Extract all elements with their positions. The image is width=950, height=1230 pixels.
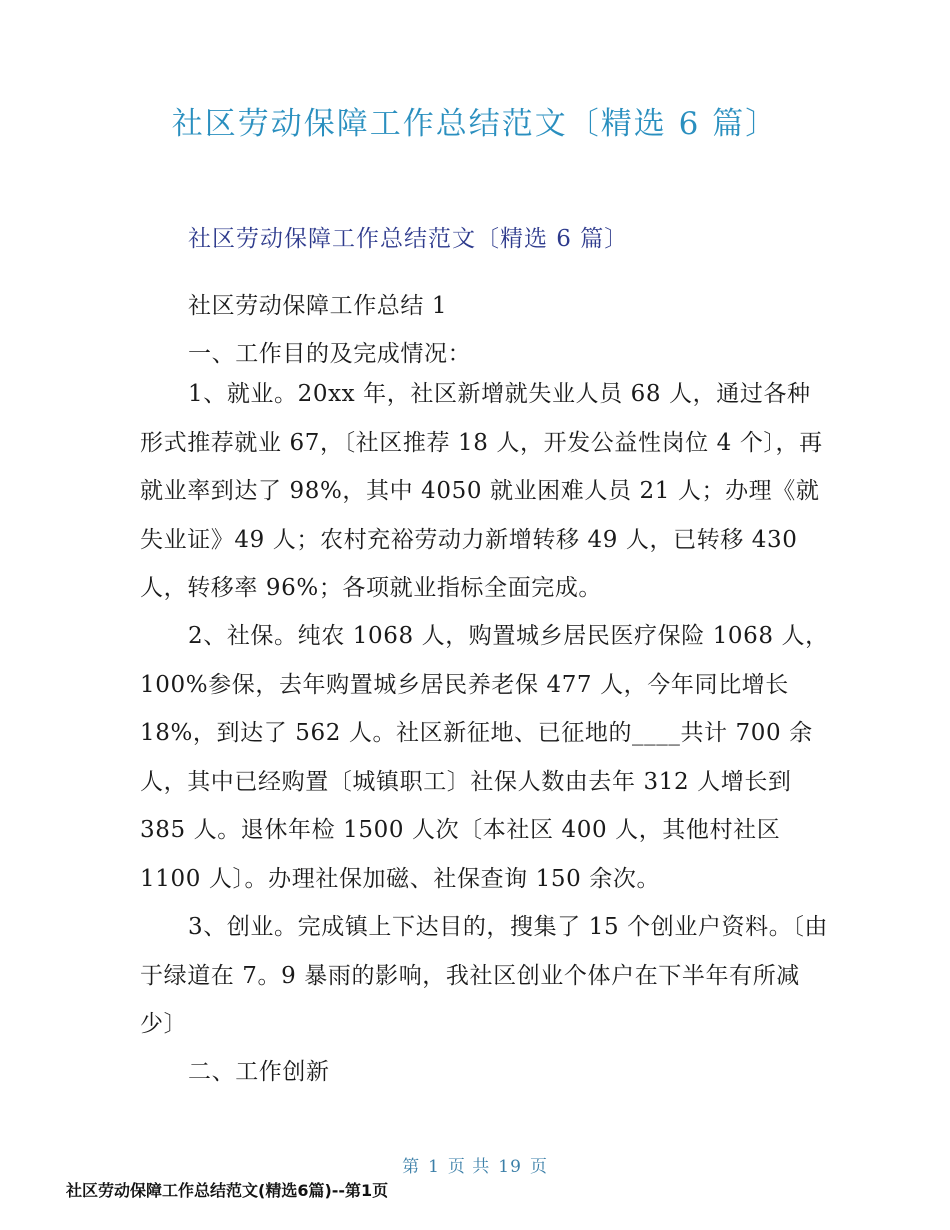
total-pages-number: 19	[498, 1157, 522, 1177]
page-label-prefix: 第	[402, 1157, 421, 1177]
part-one-heading: 一、工作目的及完成情况：	[188, 341, 472, 367]
section-heading: 社区劳动保障工作总结 1	[188, 293, 448, 319]
page-label-suffix: 页	[529, 1157, 548, 1177]
page-label-middle: 页 共	[447, 1157, 491, 1177]
document-title: 社区劳动保障工作总结范文〔精选 6 篇〕	[171, 106, 779, 142]
document-subtitle: 社区劳动保障工作总结范文〔精选 6 篇〕	[188, 226, 629, 252]
page-number-footer	[0, 1152, 950, 1177]
paragraph-startup: 3、创业。完成镇上下达目的，搜集了 15 个创业户资料。〔由于绿道在 7。9 暴雨的影响，我社区创业个体户在下半年有所减少〕	[140, 914, 829, 1037]
part-two-heading: 二、工作创新	[188, 1059, 330, 1085]
paragraph-employment: 1、就业。20xx 年，社区新增就失业人员 68 人，通过各种形式推荐就业 67，〔社区推荐 18 人，开发公益性岗位 4 个〕，再就业率到达了 98%，其中 4050 就业困难人员 21 人；办理《就失业证》49 人；农村充裕劳动力新增转移 49 人，已转移 430 人，转移率 96%；各项就业指标全面完成。	[140, 381, 823, 601]
bottom-caption: 社区劳动保障工作总结范文(精选6篇)--第1页	[66, 1181, 389, 1200]
current-page-number: 1	[428, 1157, 440, 1177]
paragraph-social-insurance: 2、社保。纯农 1068 人，购置城乡居民医疗保险 1068 人，100%参保，去年购置城乡居民养老保 477 人，今年同比增长 18%，到达了 562 人。社区新征地、已征地的____共计 700 余人，其中已经购置〔城镇职工〕社保人数由去年 312 人增长到 385 人。退休年检 1500 人次〔本社区 400 人，其他村社区 1100 人〕。办理社保加磁、社保查询 150 余次。	[140, 623, 829, 892]
